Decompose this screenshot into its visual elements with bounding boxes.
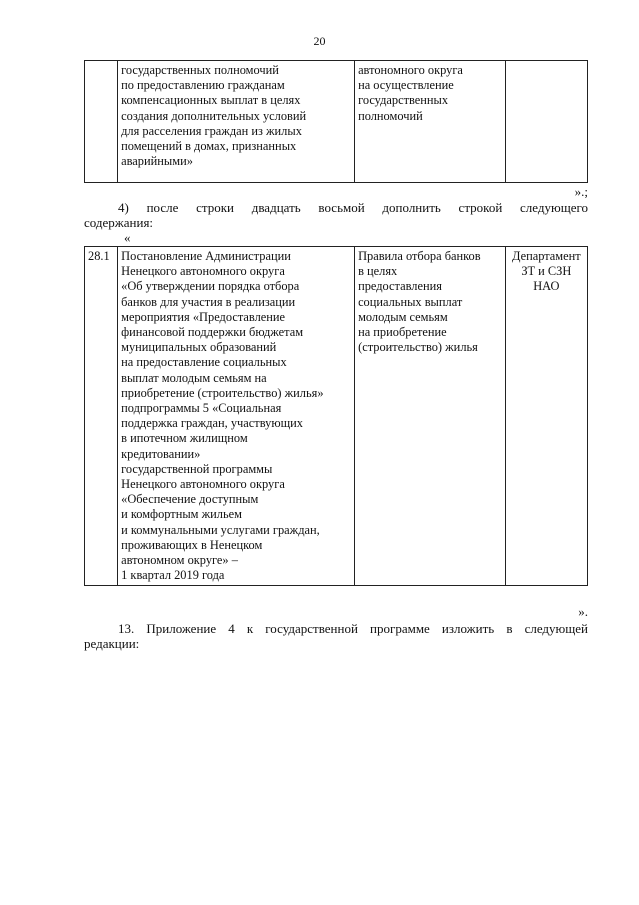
text-line: приобретение (строительство) жилья» <box>121 385 324 400</box>
table-row <box>85 61 588 183</box>
text-line: компенсационных выплат в целях <box>121 93 301 108</box>
text-line: в ипотечном жилищном <box>121 431 248 446</box>
text-line: Правила отбора банков <box>358 249 481 263</box>
text-line: государственных полномочий <box>121 63 279 77</box>
text-line: «Об утверждении порядка отбора <box>121 279 300 294</box>
closing-quote: ». <box>578 604 588 619</box>
text-line: полномочий <box>358 108 423 123</box>
table-row <box>85 247 588 586</box>
text-line: финансовой поддержки бюджетам <box>121 325 304 340</box>
cell-rules <box>355 61 506 183</box>
text-line: и комфортным жильем <box>121 507 242 522</box>
text-line: мероприятия «Предоставление <box>121 309 286 324</box>
text-line: Департамент <box>511 249 581 263</box>
cell-rules <box>355 247 506 586</box>
closing-quote: ».; <box>574 184 588 199</box>
cell-executor <box>505 61 587 183</box>
text-line: и коммунальными услугами граждан, <box>121 522 320 537</box>
text-line: молодым семьям <box>358 309 448 324</box>
text-line: подпрограммы 5 «Социальная <box>121 401 282 416</box>
text-line: аварийными» <box>121 154 193 169</box>
text-line: НАО <box>533 279 560 294</box>
text-line: банков для участия в реализации <box>121 294 296 309</box>
text-line: поддержка граждан, участвующих <box>121 416 303 431</box>
paragraph-item-13-continuation: редакции: <box>84 636 140 651</box>
text-line: кредитовании» <box>121 446 201 461</box>
cell-executor <box>505 247 587 586</box>
text-line: социальных выплат <box>358 294 463 309</box>
text-line: проживающих в Ненецком <box>121 537 263 552</box>
text-line: Ненецкого автономного округа <box>121 264 285 279</box>
paragraph-item-4: 4) после строки двадцать восьмой дополнить строкой следующего <box>118 200 588 215</box>
text-line: автономного округа <box>358 63 463 77</box>
table-continuation <box>84 60 588 183</box>
text-line: ЗТ и СЗН <box>521 264 572 279</box>
cell-document <box>118 247 355 586</box>
text-line: на предоставление социальных <box>121 355 287 370</box>
text-line: по предоставлению гражданам <box>121 78 285 93</box>
opening-quote: « <box>124 230 131 245</box>
table-new-row <box>84 246 588 586</box>
cell-document <box>118 61 355 183</box>
paragraph-item-4-continuation: содержания: <box>84 215 154 230</box>
text-line: помещений в домах, признанных <box>121 139 297 154</box>
paragraph-item-13: 13. Приложение 4 к государственной программе изложить в следующей <box>118 621 588 636</box>
text-line: на приобретение <box>358 325 447 340</box>
text-line: «Обеспечение доступным <box>121 492 259 507</box>
text-line: государственной программы <box>121 461 273 476</box>
text-line: (строительство) жилья <box>358 340 478 355</box>
text-line: автономном округе» – <box>121 553 238 568</box>
text-line: Постановление Администрации <box>121 249 291 263</box>
text-line: предоставления <box>358 279 442 294</box>
cell-number: 28.1 <box>85 247 118 586</box>
page-number: 20 <box>313 34 326 48</box>
text-line: Ненецкого автономного округа <box>121 477 285 492</box>
text-line: на осуществление <box>358 78 454 93</box>
text-line: в целях <box>358 264 398 279</box>
text-line: выплат молодым семьям на <box>121 370 267 385</box>
text-line: 1 квартал 2019 года <box>121 568 225 583</box>
cell-number <box>85 61 118 183</box>
text-line: для расселения граждан из жилых <box>121 123 302 138</box>
text-line: муниципальных образований <box>121 340 277 355</box>
text-line: государственных <box>358 93 449 108</box>
text-line: создания дополнительных условий <box>121 108 307 123</box>
